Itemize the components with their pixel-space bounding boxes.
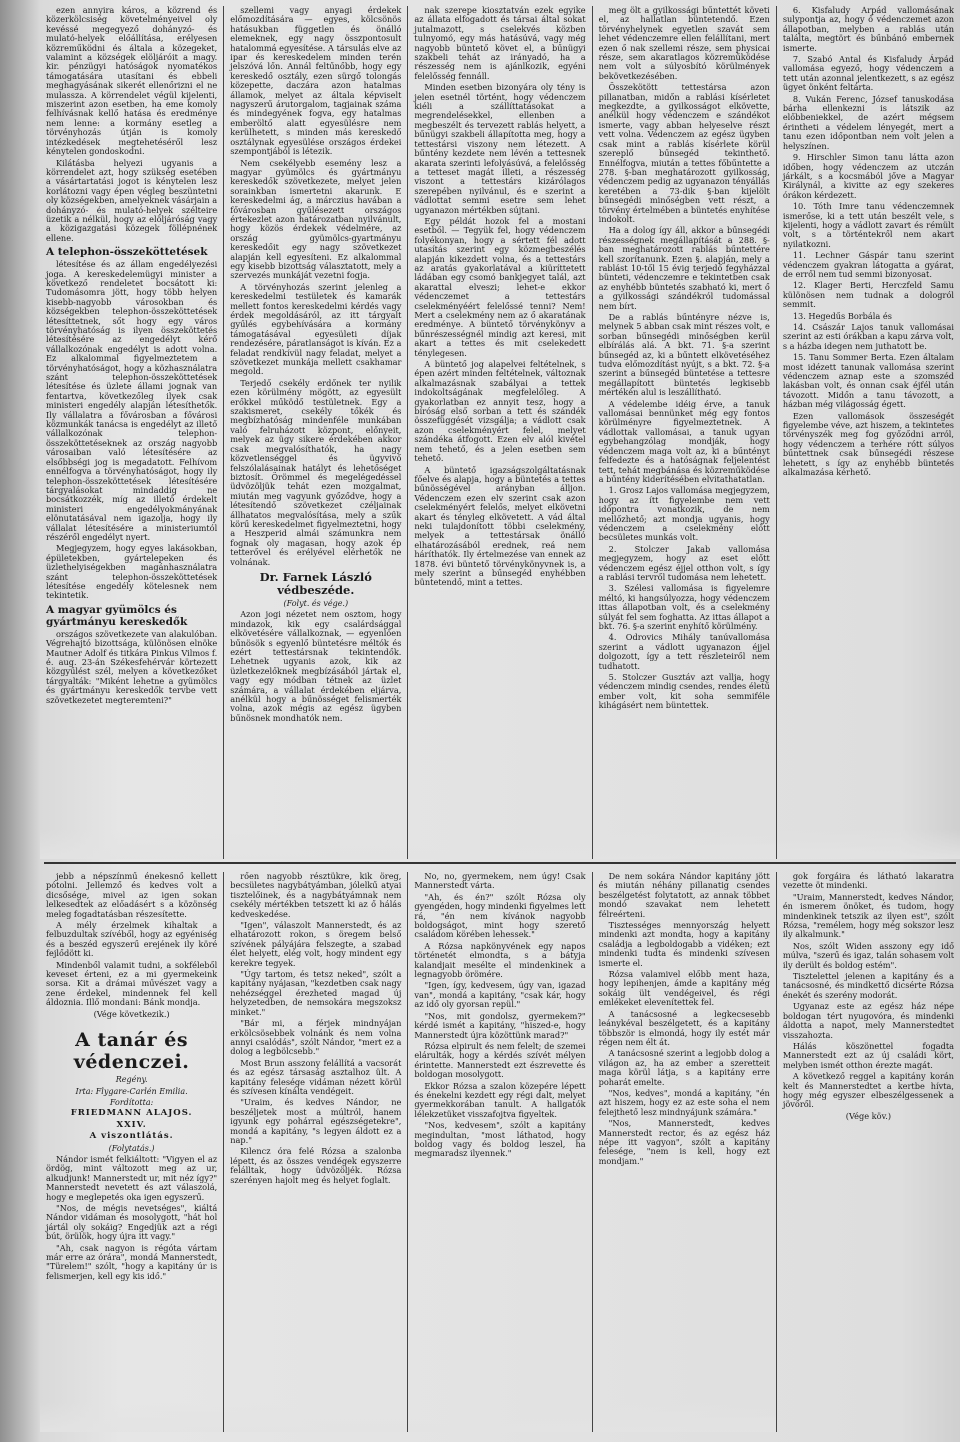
article-paragraph: Megjegyzem, hogy egyes lakásokban, épületekben, gyártelepeken és üzlethelyiségekben magánhasználatra szánt telephon-összeköttetések létesítése engedély kötelesnek nem tekintetik. [46, 543, 218, 601]
news-column-3 [408, 6, 592, 859]
text-fade [593, 1402, 776, 1432]
article-paragraph: Ha a dolog így áll, akkor a bűnsegédi részességnek megállapítását a 288. §-ban meghatározott rablás bűntettére kell szorítanunk. Ezen §. alapján, mely a rablást 10-től 15 évig terjedő fegyházzal bünteti, védenczemre e tekintetben csak az enyhébb büntetés szabható ki, mert ő a gyilkossági szándékról tudomással nem bírt. [598, 225, 770, 311]
article-paragraph: Összekötött tettestársa azon pillanatban, midőn a rablási kísérletet megkezdte, a gyilkosságot elkövette, anélkül hogy védenczem e szándékot ismerte, vagy abban helyeselve részt vett volna. Védenczem az egész ügyben csak mint a rablás kísérlete körül szereplő bűnsegéd tekinthető. Ennélfogva, miután a tettes főbűntette a 278. §-ban meghatározott gyilkosság, védenczem pedig az ugyanazon tényállás keretében a 73-dik §-ban kijelölt bűnsegédi minőségben vett részt, a törvény értelmében a büntetés enyhítése indokolt. [598, 82, 770, 224]
story-paragraph: "Nos, kedvesem", szólt a kapitány megindultan, "most láthatod, hogy boldog vagy és boldog leszel, ha megmaradsz ilyennek." [414, 1120, 586, 1159]
story-paragraph: No, no, gyermekem, nem úgy! Csak Mannerstedt várta. [414, 872, 586, 891]
feuilleton-section [40, 872, 960, 1432]
news-column-5 [777, 6, 960, 859]
story-paragraph: Rózsa elpirult és nem felelt; de szemei elárulták, hogy a kérdés szívét mélyen érintette. Mannerstedt ezt észrevette és boldogan mosolygott. [414, 1040, 586, 1080]
article-paragraph: létesítése és az állam engedélyezési joga. A kereskedelemügyi minister a következő rendeletet bocsátott ki: Tudomásomra jött, hogy több helyen kisebb-nagyobb városokban és községekben telephon-összeköttetések létesíttetnek, sőt hogy egy város törvényhatóság is ilyen összeköttetés létesítésére az engedélyt kérő vállalkozónak engedélyt is adott volna. Ez alkalommal figyelmeztetem a törvényhatóságot, hogy a közhasználatra szánt telephon-összeköttetések létesítése és üzlete állami jognak van fentartva, következőleg ilyek csak ministeri engedély alapján létesíthetők. Ily vállalatra a fővárosban a fővárosi közmunkák tanácsa is engedélyt az illető vállalkozónak telephon-összeköttetéseknek az ország nagyobb városaiban való létesítésére az elsőbbségi jog is megadatott. Felhívom ennélfogva a törvényhatóságot, hogy ily telephon-összeköttetések létesítésére tárgyalásokat mindaddig ne bocsátkozzék, míg az illető érdekelt ministeri engedélyokmányának elönutatásával nem igazolja, hogy ily vállalat létesítésére a ministeriumtól részéről engedélyt nyert. [46, 259, 218, 542]
article-paragraph: A védelembe idéig érve, a tanuk vallomásai bennünket még egy fontos körülményre figyelmeztetnek. A vádlottak vallomásai, a tanuk ugyan egybehangzólag mondják, hogy védenczem maga volt az, ki a bűntényt felfedezte és a hatóságnak feljelentést tett, tehát megbánása és közreműködése a bűntény kiderítésében elvitathatatlan. [598, 398, 770, 484]
chapter-number: XXIV. [116, 1119, 147, 1130]
feuilleton-column-2 [224, 872, 408, 1432]
story-paragraph: Nándor ismét felkiáltott: "Vigyen el az ördög, mint változott meg az ur, alkudjunk! Mannerstedt ur, mit néz így?" Mannerstedt nevetett és azt válaszolá, hogy e meglepetés oka igen egyszerű. [46, 1153, 218, 1202]
story-paragraph: "Ah, csak nagyon is régóta vártam már erre az órára", mondá Mannerstedt, "Türelem!" szólt, "hogy a kapitány úr is felismerjen, kell egy kis idő." [46, 1242, 218, 1281]
text-fade [40, 829, 223, 859]
story-paragraph: Nos, szólt Widen asszony egy idő múlva, "szerű és igaz, talán sohasem volt ily derült és boldog estém". [782, 940, 955, 970]
story-paragraph: Rózsa valamivel előbb ment haza, hogy lepihenjen, ámde a kapitány még sokáig ült vendégeivel, és régi emlékeket elevenítettek fel. [598, 969, 770, 1008]
story-paragraph: Mindenből valamit tudni, a sokféleből keveset érteni, ez a mi gyermekeink sorsa. Kit a drámai művészet vagy a zene érdekel, mindennek fel kell áldoznia. Illő mondani: Bánk mondja. [46, 959, 218, 1008]
article-paragraph: Azon jogi nézetet nem osztom, hogy mindazok, kik egy csalárdsággal elkövetésére vállalkoznak, — egyenlően bűnösök s egyenlő büntetésre méltók és ezért tettestársnak tekintendők. Lehetnek ugyanis azok, kik az üzletkezelőknek megbízásából jártak el, vagy egy módban tétnek az üzlet számára, a vállalat érdekében eljárva, anélkül hogy a bűnösséget felismerték volna, azok mégis az egész ügyben bűnösnek mondhatók nem. [230, 609, 402, 723]
story-paragraph: "Úgy tartom, és tetsz neked", szólt a kapitány nyájasan, "kezdetben csak nagy nehézséggel érezheted magad új helyzetedben, de nemsokára megszoksz minket." [230, 969, 402, 1017]
news-column-2 [224, 6, 408, 859]
witness-paragraph: 7. Szabó Antal és Kisfaludy Árpád vallomása egyező, hogy védenczem a tett után azonnal jelentkezett, s az egész ügyet önként feltárta. [782, 54, 955, 93]
article-paragraph: Minden esetben bizonyára oly tény is jelen esetnél történt, hogy védenczem kiéli a szállíttatásokat a megrendelésekkel, ellenben a megbeszélt és tervezett rablás helyett, a bűnügyi szakbeli állapította meg, hogy a tettestársi viszony nem létezett. A bűntény kezdete nem lévén a tettesnek akarata szerinti lefolyásúvá, a felelősség a tetteset magát illeti, a részesség viszont a tettestárs kizárólagos szerepében nyilvánul, és e szerint a vádlottat semmi esetre sem lehet ugyanazon mértékben sújtani. [414, 82, 586, 215]
article-paragraph: A törvényhozás szerint jelenleg a kereskedelmi testületek és kamarák mellett fontos kereskedelmi kérdés vagy érdek megoldásáról, az itt tárgyalt gyűlés egybehívására a kormány támogatásával egyesületi díjak rendezésére, páratlanságot is kíván. Ez a feladat rendkívül nagy feladat, melyet a szövetkezet munkája mellett csakhamar megold. [230, 281, 402, 377]
article-paragraph: meg ölt a gyilkossági bűntettét követi el, az hallatlan büntetendő. Ezen törvényhelynek egyetlen szavát sem lehet védenczemre ellen felállítani, mert ezen ő nak szellemi része, sem physicai része, sem akaratlagos közreműködése nem volt a súlyosbító körülmények bekövetkezésében. [598, 6, 770, 81]
witness-paragraph: 13. Hegedűs Borbála és [792, 310, 892, 321]
story-paragraph: Kilencz óra felé Rózsa a szalonba lépett, és az összes vendégek egyszerre felálltak, hogy üdvözöljék. Rózsa szerényen hajolt meg és helyet foglalt. [230, 1146, 402, 1185]
article-headline: Dr. Farnek László védbeszéde. [259, 569, 372, 597]
feuilleton-column-3 [408, 872, 592, 1432]
article-paragraph: szellemi vagy anyagi érdekek előmozdítására — egyes, kölcsönös hatásukban független és önálló elemeknek, egy nagy összpontosult hatalommá egyesítése. A társulás elve az ipar és kereskedelem minden terén jelszóvá lőn. Annál feltűnőbb, hogy egy kereskedő osztály, ezen sürgő tolongás közepette, daczára azon hatalmas államok, melyet az általa képviselt nagyszerű árutorgalom, tagjainak száma és mindegyének fogva, egy hatalmas emberöltő alatt egyesülésre nem kerülhetett, s minden más kereskedő osztálynak egyesülése országos érdekei szempontjából is létezik. [230, 6, 402, 157]
serial-author: Irta: Flygare-Carlén Emilia. [75, 1086, 188, 1096]
article-paragraph: nak szerepe kiosztatván ezek egyike az állata elfogadott és társai által sokat jutalmazott, s cselekvés közben tulnyomó, egy más hatásúvá, vagy még nagyobb büntető követ el, a bűnügyi szakbeli tehát az irányadó, ha a részesség nem is ajánlkozik, egyéni felelősség fennáll. [414, 6, 586, 81]
witness-paragraph: 5. Stolczer Gusztáv azt vallja, hogy védenczem mindig csendes, rendes életű ember volt, kit soha semmiféle kihágásért nem büntettek. [598, 672, 770, 711]
story-paragraph: A tanácsosné a legkecsesebb leánykéval beszélgetett, és a kapitány többször is elmondá, hogy ily estét már régen nem élt át. [598, 1008, 770, 1047]
witness-paragraph: 2. Stolczer Jakab vallomása megjegyzem, hogy az eset előtt védenczem egész éjjel otthon volt, s így a rablási tervről tudomása nem lehetett. [598, 543, 770, 582]
story-paragraph: Ekkor Rózsa a szalon közepére lépett és énekelni kezdett egy régi dalt, melyet gyermekkorában tanult. A hallgatók lélekzetüket visszafojtva figyeltek. [414, 1080, 586, 1119]
story-paragraph: "Nos, kedves", mondá a kapitány, "én azt hiszem, hogy ez az este soha el nem felejthető lesz mindnyájunk számára." [598, 1087, 770, 1117]
text-fade [777, 829, 960, 859]
story-paragraph: A Rózsa napkönyvének egy napos történetét elmondta, s a bátyja kalandjait mesélte el mindenkinek a legnagyobb örömére. [414, 940, 586, 980]
text-fade [408, 829, 591, 859]
witness-paragraph: 1. Grosz Lajos vallomása megjegyzem, hogy az ítt figyelembe nem vett időpontra vonatkozik, de nem mellőzhető; azt mondja ugyanis, hogy védenczem a cselekmény előtt becsületes munkás volt. [598, 485, 770, 543]
text-fade [408, 1402, 591, 1432]
serial-translator: FRIEDMANN ALAJOS. [70, 1108, 193, 1119]
story-paragraph: Tisztességes mennyország helyett mindenki azt mondta, hogy a kapitány családja a legboldogabb a vidéken; ezt mindenki tudta és mindenki szívesen ismerte el. [598, 920, 770, 968]
article-paragraph: Egy példát hozok fel a mostani esetből. — Tegyük fel, hogy védenczem folyékonyan, hogy a sértett fél adott utasítás szerint egy közmegbeszélés alapján kikezdett volna, és a tettestárs az aratás gyakorlatával a kiüríttetett ládában egy csomó bankjegyet talál, azt akarattal elveszi; lehet-e ekkor védenczemet a tettestárs cselekményéért felelőssé tenni? Nem! Mert a cselekmény nem az ő akaratának eredménye. A büntető törvénykönyv a bűnrészességnél mindig azt keresi, mit akart a tettes és mit cselekedett ténylegesen. [414, 215, 586, 358]
article-paragraph: De a rablás bűntényre nézve is, melynek 5 abban csak mint részes volt, e sorban bűnsegédi minőségben kerül elbírálás alá. A bkt. 71. §-a szerint bűnsegéd az, ki a bűntett elkövetéséhez tudva előmozdítást nyújt, s a bkt. 72. §-a szerint a bűnsegéd büntetése a tettesre megállapított büntetés legkisebb mértékén alul is leszállítható. [598, 312, 770, 398]
article-paragraph: A büntető jog alapelvei feltételnek, s épen azért minden feltételnek, változnak alkalmazásnak szabályai a tettek indokoltságának megfelelőleg. A gyakorlatban ez annyit tesz, hogy a bíróság első sorban a tett és szándék összefüggését vizsgálja; a vádlott csak azon cselekményért felel, melyet szándéka átfogott. Ezen elv alól kivétel nem tehető, és a jelen esetben sem tehető. [414, 359, 586, 464]
article-subtitle: (Folyt. és vége.) [283, 598, 349, 608]
serial-continued: (Folytatás.) [108, 1143, 155, 1153]
story-paragraph: Ugyanaz este az egész ház népe boldogan tért nyugovóra, és mindenki áldotta a napot, mely Mannerstedtet visszahozta. [782, 1001, 955, 1040]
continuation-note: (Vége következik.) [93, 1008, 170, 1019]
story-paragraph: rően nagyobb résztükre, kik öreg, becsületes nagybátyámban, jólelkű atyai tisztelőinek, és a nagybátyámnak nem csekély mértékben tetszett ki az ő hálás kedveskedése. [230, 872, 402, 919]
story-paragraph: "Uraim, és kedves Nándor, ne beszéljetek most a múltról, hanem igyunk egy pohárral egészségetekre", mondá a kapitány, "s legyen áldott ez a nap." [230, 1097, 402, 1145]
article-paragraph: Terjedő csekély erdőnek ter nyilik ezen körülmény mögött, az egyesült erőkkel működő testületnek. Egy a szakismeret, csekély tőkék és megbízhatóság mindenféle munkában való felruházott központ, előnyeit, melyek az ügy sikere érdekében akkor csak megvalósíthatók, ha nagy közvetlenséggel és ügyvivő felszólalásainak hatályt és lehetőséget biztosít. Örömmel és megelégedéssel üdvözöljük tehát ezen mozgalmat, miután meg vagyunk győződve, hogy a létesítendő szövetkezet czéljainak állhatatos megvalósítása, mely a szűk körű kereskedelmet figyelmeztetni, hogy a Heszperid almái számunkra nem fognak oly magasan, hogy azok ép tetterővel és erélyével elérhetők ne volnának. [230, 377, 402, 567]
continuation-note: (Vége köv.) [845, 1110, 892, 1121]
news-column-4 [593, 6, 777, 859]
feuilleton-column-4 [593, 872, 777, 1432]
article-paragraph: Ezen vallomások összeségét figyelembe véve, azt hiszem, a tekintetes törvényszék meg fog győződni arról, hogy védenczem a terhére rótt súlyos bűntettnek csak bűnsegédi részese lehetett, s így az enyhébb büntetés alkalmazása kérhető. [782, 410, 955, 478]
article-paragraph: országos szövetkezete van alakulóban. Végrehajtó bizottsága, különösen elnöke Mautner Adolf és titkára Pinkus Vilmos f. é. aug. 23-án Székesfehérvár körtezett közgyűlést szél, melyen a következőket tárgyalták: "Miként lehetne a gyümölcs és gyártmányu kereskedők tervbe vett szövetkezetet megteremteni?" [46, 628, 218, 705]
witness-paragraph: 9. Hirschler Simon tanu látta azon időben, hogy védenczem az utczán járkált, s a kocsmából jőve a Magyar Királynál, a kivitte az egy szekeres órákon kérdezett. [782, 152, 955, 200]
witness-paragraph: 11. Lechner Gáspár tanu szerint védenczem gyakran látogatta a gyárat, de erről nem tud semmi bizonyosat. [782, 250, 955, 279]
story-paragraph: A tanácsosné szerint a legjobb dolog a világon az, ha az ember a szeretteit maga körül látja, s a kapitány erre poharát emelte. [598, 1048, 770, 1087]
story-paragraph: "Uraim, Mannerstedt, kedves Nándor, én ismerem önöket, és tudom, hogy mindenkinek tetszik az ilyen est", szólt Rózsa, "remélem, hogy még sokszor lesz ily alkalmunk." [782, 891, 955, 940]
news-column-1 [40, 6, 224, 859]
story-paragraph: "Bár mi, a férjek mindnyájan erkölcsösebbek volnánk és nem volna annyi csalódás", szólt Nándor, "mert ez a dolog a legbölcsebb." [230, 1018, 402, 1057]
chapter-title: A viszontlátás. [89, 1131, 174, 1142]
text-fade [40, 1402, 223, 1432]
section-divider [44, 862, 956, 864]
story-paragraph: A mély érzelmek kihaltak a felbuzdultak szívéből, hogy az egyéniség és a beszéd egyszerű erejének ily köré fejlődött ki. [46, 920, 218, 959]
story-paragraph: "Nos, mit gondolsz, gyermekem?" kérdé ismét a kapitány, "hiszed-e, hogy Mannerstedt újra közöttünk marad?" [414, 1010, 586, 1040]
witness-paragraph: 3. Szélesi vallomása is figyelemre méltó, ki hangsúlyozza, hogy védenczem ittas állapotban volt, és a cselekmény súlyát fel sem foghatta. Az ittas állapot a bkt. 76. §-a szerint enyhítő körülmény. [598, 583, 770, 631]
serial-translated-by: Fordította: [109, 1097, 154, 1107]
witness-paragraph: 6. Kisfaludy Árpád vallomásának sulypontja az, hogy ő védenczemet azon állapotban, melyben a rablás után találta, megtört és bűnbánó embernek ismerte. [782, 6, 955, 53]
article-paragraph: A büntető igazságszolgáltatásnak főelve és alapja, hogy a büntetés a tettes bűnösségével arányban álljon. Védenczem ezen elv szerint csak azon cselekményért felelős, melyet elkövetni akart és tényleg elkövetett. A vád által neki tulajdonított többi cselekmény, melyek a tettestársak önálló elhatározásából erednek, reá nem háríthatók. Ily értelmezése van ennek az 1878. évi büntető törvénykönyvnek is, a mely szerint a bűnsegéd enyhébben büntetendő, mint a tettes. [414, 464, 586, 588]
article-paragraph: ezen annyira káros, a közrend és közerkölcsiség követelményeivel oly kevéssé megegyező dohányzó- és mulató-helyek előállítása, erélyesen közreműködni és általa a közegeket, valamint a községek elöljáróit a magy. kir. pénzügyi hatóságok nyomatékos támogatására utasítani és ebbeli meghagyásának sikerét ellenőrizni el ne mulassza. A körrendelet végül kijelenti, miszerint azon esetben, ha eme komoly felhívásnak kellő hatása és eredménye nem lenne: a kormány esetleg a törvényhozás útján is komoly intézkedések megtehetéséről lesz kénytelen gondoskodni. [46, 6, 218, 157]
witness-paragraph: 14. Császár Lajos tanuk vallomásai szerint az esti órákban a kapu zárva volt, s a házba idegen nem juthatott be. [782, 322, 955, 351]
story-paragraph: "Nos, de mégis nevetséges", kiáltá Nándor vidáman és mosolygott, "hát hol jártál oly sokáig? Engedjük azt a régi bút, örülök, hogy újra itt vagy." [46, 1202, 218, 1242]
article-paragraph: Kilátásba helyezi ugyanis a körrendelet azt, hogy szükség esetében a vásártartatási jogot is kénytelen lesz korlátozni vagy épen végleg beszüntetni oly községekben, amelyeknek vásárjain a dohányzó- és mulató-helyek szélteire üzetik a nélkül, hogy az elöljáróság vagy a közigazgatási közegek föllépnének ellene. [46, 157, 218, 243]
text-fade [224, 829, 407, 859]
text-fade [224, 1402, 407, 1432]
article-headline: A magyar gyümölcs és gyártmányu kereskedők [46, 603, 188, 628]
article-headline: A telephon-összeköttetések [46, 246, 208, 259]
witness-paragraph: 8. Vukán Ferenc, József tanuskodása bárha ellenkezni is látszik az előbbeniekkel, de azért mégsem érintheti a védelem lényegét, mert a tanu ezen időpontban nem volt jelen a helyszínen. [782, 93, 955, 151]
witness-paragraph: 12. Klager Berti, Herczfeld Samu különösen nem tudnak a dologról semmit. [782, 280, 955, 310]
story-paragraph: "Nos, Mannerstedt, kedves Mannerstedt rector, és az egész ház népe itt vagyon", szólt a kapitány felesége, "nem is kell, hogy ezt mondjam." [598, 1118, 770, 1166]
feuilleton-column-5 [777, 872, 960, 1432]
story-paragraph: Hálás köszönettel fogadta Mannerstedt ezt az új családi kört, melyben ismét otthon érezte magát. [782, 1040, 955, 1070]
witness-paragraph: 15. Tanu Sommer Berta. Ezen általam most idézett tanunak vallomása szerint védenczem aznap este a szomszéd lakásban volt, és onnan csak éjfél után távozott. Midőn a tanu távozott, a házban még világosság égett. [782, 352, 955, 410]
article-paragraph: Nem csekélyebb esemény lesz a magyar gyümölcs és gyártmányu kereskedők szövetkezete, melyet jelen sorainkban ismertetni akarunk. E kereskedelmi ág, a márczius havában a fővárosban gyűlésezett országos értekezlet azon határozatban nyilvánult, hogy közös érdekek védelmére, az ország gyümölcs-gyartmányu kereskedőit egy nagy szövetkezet alapján kell egyesíteni. Ez alkalommal egy kisebb bizottság választatott, mely a szervezés munkáját vezetni fogja. [230, 157, 402, 281]
serial-title: A tanár és védenczei. [73, 1029, 190, 1074]
story-paragraph: gok forgáira és látható lakaratra vezette öt mindenki. [782, 872, 955, 891]
witness-paragraph: 10. Tóth Imre tanu védenczemnek ismerőse, ki a tett után beszélt vele, s kijelenti, hogy a vádlott zavart és rémült volt, s a történtekről nem akart nyilatkozni. [782, 201, 955, 249]
witness-paragraph: 4. Odrovics Mihály tanúvallomása szerint a vádlott ugyanazon éjjel dolgozott, így a tett részleteiről nem tudhatott. [598, 632, 770, 671]
text-fade [593, 829, 776, 859]
story-paragraph: Most Brun asszony felállítá a vacsorát és az egész társaság asztalhoz ült. A kapitány felesége vidáman nézett körül és szívesen kínálta vendégeit. [230, 1057, 402, 1096]
story-paragraph: Tisztelettel jelenen a kapitány és a tanácsosné, és mindkettő dicsérte Rózsa énekét és szerény modorát. [782, 971, 955, 1000]
feuilleton-column-1 [40, 872, 224, 1432]
news-section [40, 6, 960, 859]
story-paragraph: "Igen, így, kedvesem, úgy van, igazad van", mondá a kapitány, "csak kár, hogy az idő oly gyorsan repül." [414, 980, 586, 1010]
story-paragraph: De nem sokára Nándor kapitány jött és miután néhány pillanatig csendes beszélgetést folytatott, az annak többet mondó szavakat nem lehetett félreérteni. [598, 872, 770, 919]
story-paragraph: "Igen", válaszolt Mannerstedt, és az elhatározott rokon, s öregem belső szívének pályájára felszegte, a szabad élet helyett, elég volt, hogy mindent egy kerekre tegyek. [230, 920, 402, 968]
story-paragraph: jebb a népszínmű énekesnő kellett pótolni. Jellemző és kedves volt a dicsősége, mivel az igen sokan lelkesedtek az előadásért s a közönség meleg fogadtatásban részesítette. [46, 872, 218, 919]
serial-genre: Regény. [115, 1075, 148, 1085]
story-paragraph: "Ah, és én?" szólt Rózsa oly gyengéden, hogy mindenki figyelmes lett rá, "én nem kívánok nagyobb boldogságot, mint hogy szerető családom körében lehessek." [414, 891, 586, 940]
story-paragraph: A következő reggel a kapitány korán kelt és Mannerstedtet a kertbe hívta, hogy még egyszer elbeszélgessenek a jövőről. [782, 1071, 955, 1110]
